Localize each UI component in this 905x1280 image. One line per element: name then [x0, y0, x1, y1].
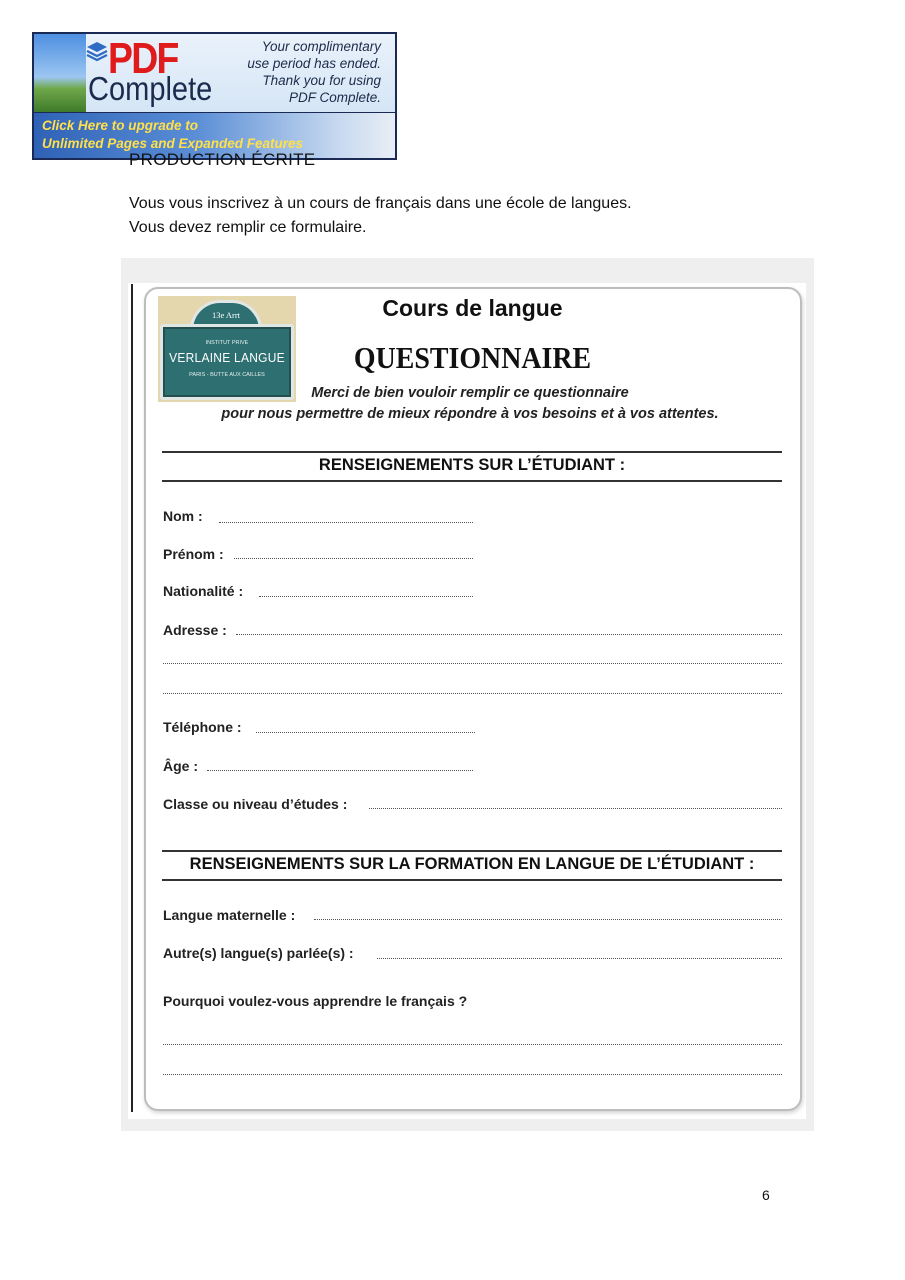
- field-adresse-input[interactable]: [236, 634, 782, 635]
- sign-small-bottom: PARIS - BUTTE AUX CAILLES: [189, 372, 265, 378]
- field-label-classe: Classe ou niveau d’études :: [163, 796, 348, 812]
- field-label-adresse: Adresse :: [163, 622, 227, 638]
- trial-message: Your complimentary use period has ended. Thank you for using PDF Complete.: [247, 39, 381, 105]
- page-number: 6: [762, 1187, 770, 1203]
- intro-line-1: Vous vous inscrivez à un cours de français dans une école de langues.: [129, 195, 632, 212]
- subtitle-line-2: pour nous permettre de mieux répondre à vos besoins et à vos attentes.: [221, 406, 719, 422]
- field-nationalite-input[interactable]: [259, 596, 473, 597]
- field-classe-input[interactable]: [369, 808, 782, 809]
- field-age-input[interactable]: [207, 770, 473, 771]
- questionnaire-title: QUESTIONNAIRE: [353, 340, 592, 375]
- section-rule-top: [162, 451, 782, 453]
- answer-line-1[interactable]: [163, 1044, 782, 1045]
- intro-line-2: Vous devez remplir ce formulaire.: [129, 219, 367, 236]
- field-label-nationalite: Nationalité :: [163, 583, 244, 599]
- field-label-prenom: Prénom :: [163, 546, 224, 562]
- field-nom-input[interactable]: [219, 522, 473, 523]
- field-adresse-line-2[interactable]: [163, 663, 782, 664]
- section2-rule-bottom: [162, 879, 782, 881]
- subtitle-line-1: Merci de bien vouloir remplir ce questionnaire: [311, 385, 629, 401]
- section-rule-bottom: [162, 480, 782, 482]
- section2-rule-top: [162, 850, 782, 852]
- field-prenom-input[interactable]: [234, 558, 473, 559]
- sign-small-top: INSTITUT PRIVE: [205, 340, 249, 346]
- field-label-nom: Nom :: [163, 508, 203, 524]
- field-label-telephone: Téléphone :: [163, 719, 242, 735]
- course-title: Cours de langue: [382, 295, 563, 321]
- field-label-age: Âge :: [163, 758, 198, 774]
- sign-name: VERLAINE LANGUE: [169, 350, 285, 365]
- layers-icon: [86, 40, 108, 64]
- section-training-heading: RENSEIGNEMENTS SUR LA FORMATION EN LANGUE DE L’ÉTUDIANT :: [189, 855, 755, 873]
- brand-complete: Complete: [88, 70, 213, 107]
- sign-arrondissement: 13e Arrt: [211, 310, 241, 320]
- field-label-langue-maternelle: Langue maternelle :: [163, 907, 296, 923]
- field-telephone-input[interactable]: [256, 732, 475, 733]
- section-student-heading: RENSEIGNEMENTS SUR L’ÉTUDIANT :: [318, 456, 626, 474]
- field-langue-maternelle-input[interactable]: [314, 919, 782, 920]
- brand-pdf: PDF: [108, 34, 178, 83]
- form-left-border: [131, 284, 133, 1112]
- field-autres-langues-input[interactable]: [377, 958, 782, 959]
- answer-line-2[interactable]: [163, 1074, 782, 1075]
- field-adresse-line-3[interactable]: [163, 693, 782, 694]
- field-label-autres-langues: Autre(s) langue(s) parlée(s) :: [163, 945, 354, 961]
- upgrade-line-1: Click Here to upgrade to: [42, 118, 199, 133]
- upgrade-line-2: Unlimited Pages and Expanded Features: [42, 136, 304, 151]
- question-pourquoi: Pourquoi voulez-vous apprendre le français ?: [163, 993, 468, 1009]
- section-title: PRODUCTION ÉCRITE: [129, 150, 316, 169]
- banner-photo: [34, 34, 86, 112]
- pdf-complete-banner[interactable]: [32, 32, 397, 160]
